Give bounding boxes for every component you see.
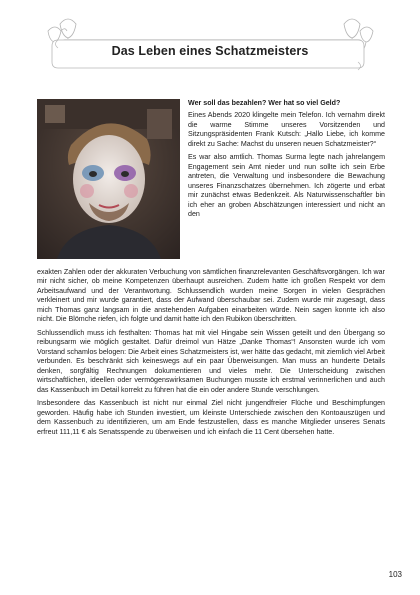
article-body — [37, 268, 385, 441]
title-banner — [0, 0, 420, 95]
article-paragraph: Eines Abends 2020 klingelte mein Telefon. Ich vernahm direkt die warme Stimme unseres Vorsitzenden und Sitzungspräsidenten Frank Kutsch: „Hallo Liebe, ich komme direkt zu Sache: Machst du unseren neuen Schatzmeister?“ — [188, 111, 385, 148]
portrait-icon — [37, 99, 180, 259]
article-paragraph: Schlussendlich muss ich festhalten: Thomas hat mit viel Hingabe sein Wissen geteilt und den Übergang so reibungsarm wie möglich gestaltet. Dafür dreimol vun Hätze „Danke Thomas“! Ansonsten wurde ich vom Vorstand schamlos belogen: Die Arbeit eines Schatzmeisters ist, wer hätte das gedacht, mit ziemlich viel Arbeit verbunden. Es beschränkt sich keineswegs auf ein paar Überweisungen. Man muss an hunderte Details denken, sorgfältig Rechnungen dokumentieren und vieles mehr. Die Unterscheidung zwischen wirtschaftlichen, ideellen oder vermögenswirksamen Buchungen musste ich erstmal verinnerlichen und auch das Kassenbuch im Detail korrekt zu führen hat die ein oder andere Stunde verschlungen. — [37, 328, 385, 394]
article-subheading: Wer soll das bezahlen? Wer hat so viel Geld? — [188, 99, 341, 107]
portrait-photo — [37, 99, 180, 259]
article-column — [188, 99, 385, 220]
article-paragraph: Insbesondere das Kassenbuch ist nicht nur einmal Ziel nicht jungendfreier Flüche und Beschimpfungen geworden. Häufig habe ich Stunden investiert, um kleinste Unterschiede zwischen den Kontoauszügen und dem Kassenbuch zu identifizieren, um am Ende festzustellen, dass es manche Mitglieder unseres Senats erfreut 111,11 € als Senatsspende zu überweisen und ich einfach die 11 Cent übersehen hatte. — [37, 399, 385, 436]
article-paragraph: exakten Zahlen oder der akkuraten Verbuchung von sämtlichen finanzrelevanten Geschäftsvorgängen. Ich war mir nicht sicher, ob meine Kompetenzen überhaupt ausreichen. Zudem hatte ich großen Respekt vor dem Arbeitsaufwand und der Verantwortung. Schlussendlich wurden meine Sorgen in vielen Gesprächen verkleinert und mir wurde garantiert, dass der Aufwand überschaubar sei. Zudem wurde mir zugesagt, dass mich Thomas ganz langsam in die anstehenden Aufgaben einarbeiten würde. Nein sagen konnte ich also nicht. Die Blömche riefen, ich folgte und damit hatte ich den Rubikon überschritten. — [37, 268, 385, 324]
page-number: 103 — [388, 570, 402, 579]
page-title: Das Leben eines Schatzmeisters — [111, 44, 309, 58]
article-paragraph: Es war also amtlich. Thomas Surma legte nach jahrelangem Engagement sein Amt nieder und nun sollte ich sein Erbe antreten, die Verwaltung und insbesondere die Bewachung unseres Finanzschatzes übernehmen. Ich zögerte und erbat mir zunächst etwas Bedenkzeit. Als Naturwissenschaftler bin ich eher an groben Abschätzungen interessiert und nicht an den — [188, 153, 385, 219]
